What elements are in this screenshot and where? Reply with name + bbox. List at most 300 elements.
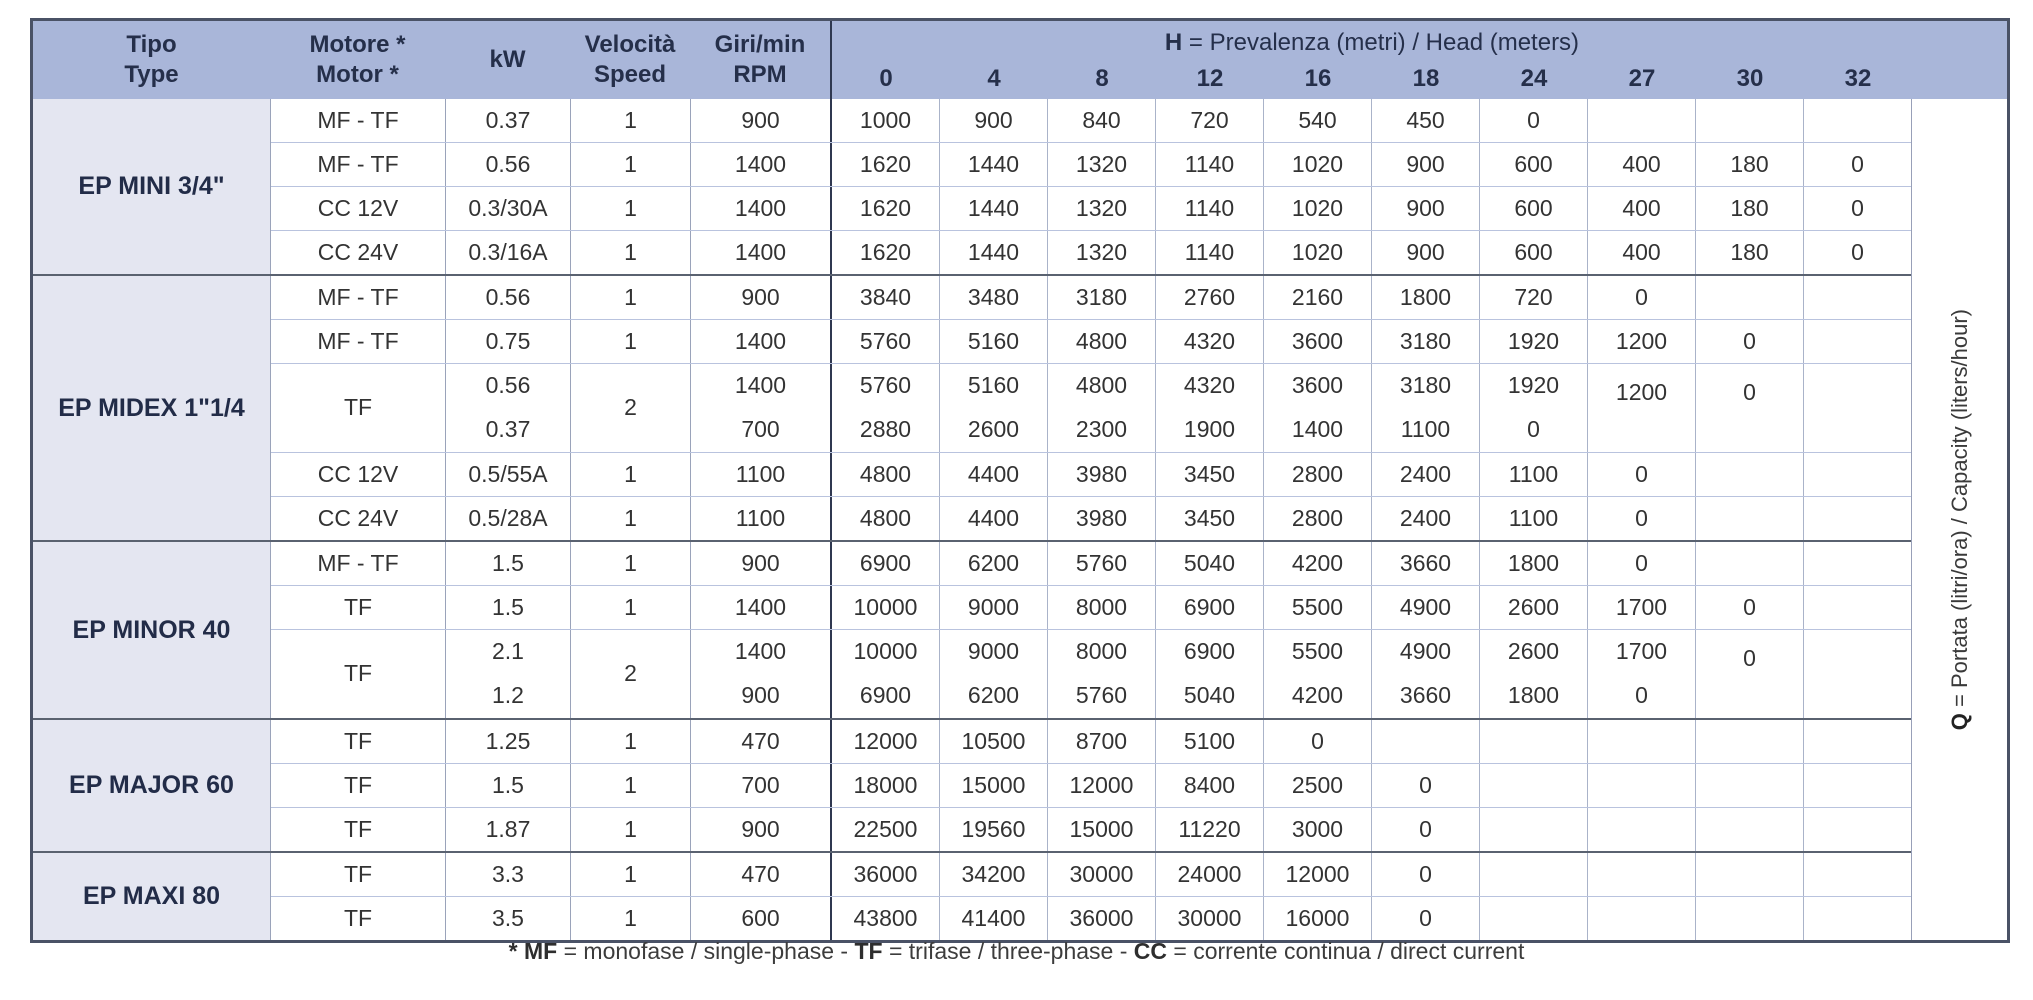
rpm-cell: 1400 — [691, 143, 832, 186]
capacity-cell — [1696, 897, 1804, 940]
capacity-cell: 3840 — [832, 276, 940, 319]
capacity-cell: 400 — [1588, 143, 1696, 186]
capacity-cell: 3600 — [1264, 320, 1372, 363]
h-subcolumns — [832, 65, 1912, 99]
table-row — [271, 542, 1911, 586]
capacity-cell — [1804, 453, 1911, 496]
footnote-segment: TF — [854, 938, 883, 964]
capacity-cell: 5500 4200 — [1264, 630, 1372, 718]
capacity-cell: 4800 2300 — [1048, 364, 1156, 452]
pump-group — [33, 99, 1911, 276]
speed-cell: 1 — [571, 497, 691, 540]
capacity-cell: 5760 — [1048, 542, 1156, 585]
capacity-cell: 4900 3660 — [1372, 630, 1480, 718]
kw-cell: 1.25 — [446, 720, 571, 763]
capacity-cell — [1696, 276, 1804, 319]
capacity-cell: 0 — [1696, 320, 1804, 363]
capacity-cell — [1480, 853, 1588, 896]
speed-cell: 1 — [571, 276, 691, 319]
pump-type-label: EP MIDEX 1"1/4 — [33, 276, 271, 540]
table-row — [271, 99, 1911, 143]
pump-type-label: EP MAXI 80 — [33, 853, 271, 940]
rpm-cell: 470 — [691, 720, 832, 763]
rpm-cell: 1400 900 — [691, 630, 832, 718]
kw-cell: 0.3/30A — [446, 187, 571, 230]
capacity-cell: 0 — [1588, 453, 1696, 496]
capacity-cell: 10000 — [832, 586, 940, 629]
capacity-cell — [1696, 497, 1804, 540]
capacity-cell: 1140 — [1156, 187, 1264, 230]
capacity-cell — [1804, 586, 1911, 629]
rpm-cell: 900 — [691, 276, 832, 319]
capacity-cell: 1000 — [832, 99, 940, 142]
capacity-cell: 1200 — [1588, 364, 1696, 452]
capacity-cell: 1620 — [832, 187, 940, 230]
pump-group-rows — [271, 720, 1911, 851]
kw-cell: 0.5/55A — [446, 453, 571, 496]
capacity-cell: 0 — [1588, 497, 1696, 540]
header-cell-motor — [270, 21, 445, 99]
speed-cell: 1 — [571, 720, 691, 763]
capacity-cell — [1804, 853, 1911, 896]
speed-cell: 1 — [571, 231, 691, 274]
capacity-cell — [1696, 720, 1804, 763]
capacity-cell: 0 — [1851, 194, 1864, 221]
motor-cell: TF — [271, 720, 446, 763]
head-title-text: = Prevalenza (metri) / Head (meters) — [1182, 29, 1580, 56]
h-column-header: 30 — [1736, 65, 1764, 92]
table-row — [271, 497, 1911, 540]
motor-cell: MF - TF — [271, 542, 446, 585]
capacity-cell: 5760 — [832, 320, 940, 363]
capacity-cell — [1696, 853, 1804, 896]
capacity-cell: 1620 — [832, 231, 940, 274]
capacity-cell: 12000 — [832, 720, 940, 763]
header-speed-en: Speed — [593, 61, 667, 88]
capacity-cell: 0 — [1372, 808, 1480, 851]
capacity-cell: 9000 — [940, 586, 1048, 629]
capacity-cell: 16000 — [1264, 897, 1372, 940]
capacity-cell: 0 — [1588, 276, 1696, 319]
capacity-cell — [1696, 542, 1804, 585]
capacity-cell: 1920 0 — [1480, 364, 1588, 452]
rpm-cell: 1400 — [691, 231, 832, 274]
kw-cell: 1.5 — [446, 586, 571, 629]
capacity-cell — [1804, 764, 1911, 807]
capacity-cell: 3180 1100 — [1372, 364, 1480, 452]
header-cell-speed — [570, 21, 690, 99]
capacity-cell: 0 — [1851, 238, 1864, 265]
rpm-cell: 700 — [691, 764, 832, 807]
table-header — [33, 21, 2007, 99]
motor-cell: TF — [271, 364, 446, 452]
capacity-cell — [1696, 453, 1804, 496]
capacity-cell: 4320 1900 — [1156, 364, 1264, 452]
capacity-cell: 5500 — [1264, 586, 1372, 629]
table-row — [271, 231, 1911, 274]
capacity-cell: 1100 — [1480, 453, 1588, 496]
capacity-cell — [1588, 808, 1696, 851]
header-motor-en: Motor * — [316, 61, 399, 88]
capacity-cell — [1588, 897, 1696, 940]
capacity-cell: 1440 — [940, 143, 1048, 186]
capacity-cell: 900 — [940, 99, 1048, 142]
h-column-header: 16 — [1304, 65, 1332, 92]
pump-group-rows — [271, 542, 1911, 718]
h-column-header: 18 — [1412, 65, 1440, 92]
motor-cell: TF — [271, 897, 446, 940]
capacity-cell: 0 — [1588, 542, 1696, 585]
capacity-cell: 600 — [1480, 231, 1588, 274]
capacity-cell — [1804, 364, 1911, 452]
capacity-cell: 34200 — [940, 853, 1048, 896]
pump-group — [33, 542, 1911, 720]
capacity-axis-label — [1947, 309, 1973, 730]
motor-cell: CC 24V — [271, 231, 446, 274]
kw-cell: 0.56 — [446, 276, 571, 319]
capacity-cell: 8700 — [1048, 720, 1156, 763]
capacity-cell: 4400 — [940, 453, 1048, 496]
capacity-cell: 11220 — [1156, 808, 1264, 851]
capacity-cell: 1200 — [1588, 320, 1696, 363]
capacity-cell: 6200 — [940, 542, 1048, 585]
kw-cell: 1.5 — [446, 542, 571, 585]
table-row — [271, 897, 1911, 940]
capacity-cell: 4800 — [832, 497, 940, 540]
rpm-cell: 1400 — [691, 320, 832, 363]
capacity-cell: 4800 — [832, 453, 940, 496]
capacity-cell — [1480, 720, 1588, 763]
capacity-cell: 0 — [1372, 764, 1480, 807]
capacity-cell: 600 — [1480, 187, 1588, 230]
capacity-cell: 5100 — [1156, 720, 1264, 763]
motor-cell: TF — [271, 630, 446, 718]
footnote-segment: = monofase / single-phase - — [557, 938, 855, 964]
capacity-cell: 5040 — [1156, 542, 1264, 585]
speed-cell: 1 — [571, 586, 691, 629]
speed-cell: 1 — [571, 853, 691, 896]
capacity-cell — [1588, 720, 1696, 763]
capacity-cell: 1700 0 — [1588, 630, 1696, 718]
footnote-segment: = trifase / three-phase - — [882, 938, 1134, 964]
capacity-cell: 3000 — [1264, 808, 1372, 851]
h-column-header: 12 — [1196, 65, 1224, 92]
speed-cell: 2 — [571, 364, 691, 452]
pump-group — [33, 853, 1911, 940]
capacity-side-column — [1911, 99, 2007, 940]
capacity-cell: 0 — [1696, 586, 1804, 629]
capacity-cell: 1100 — [1480, 497, 1588, 540]
kw-cell: 0.56 — [446, 143, 571, 186]
capacity-cell: 180 — [1696, 143, 1804, 186]
table-groups — [33, 99, 1911, 940]
speed-cell: 1 — [571, 187, 691, 230]
speed-cell: 2 — [571, 630, 691, 718]
capacity-cell: 6900 5040 — [1156, 630, 1264, 718]
motor-cell: MF - TF — [271, 320, 446, 363]
rpm-cell: 1400 — [691, 187, 832, 230]
capacity-cell: 10000 6900 — [832, 630, 940, 718]
capacity-cell: 1140 — [1156, 231, 1264, 274]
capacity-cell: 0 — [1696, 630, 1804, 718]
head-meters-title — [832, 21, 1912, 65]
capacity-cell: 450 — [1372, 99, 1480, 142]
kw-cell: 0.37 — [446, 99, 571, 142]
speed-cell: 1 — [571, 320, 691, 363]
capacity-cell: 9000 6200 — [940, 630, 1048, 718]
capacity-cell: 1440 — [940, 231, 1048, 274]
h-column-header: 0 — [879, 65, 893, 92]
capacity-cell: 720 — [1480, 276, 1588, 319]
rpm-cell: 600 — [691, 897, 832, 940]
capacity-cell — [1804, 630, 1911, 718]
capacity-cell: 4400 — [940, 497, 1048, 540]
capacity-cell: 6900 — [1156, 586, 1264, 629]
capacity-cell — [1696, 808, 1804, 851]
header-kw-label: kW — [489, 46, 526, 73]
pump-type-label: EP MAJOR 60 — [33, 720, 271, 851]
header-cell-type — [33, 21, 270, 99]
capacity-cell: 2400 — [1372, 497, 1480, 540]
pump-group-rows — [271, 853, 1911, 940]
capacity-cell: 4200 — [1264, 542, 1372, 585]
capacity-cell — [1588, 853, 1696, 896]
speed-cell: 1 — [571, 897, 691, 940]
rpm-cell: 470 — [691, 853, 832, 896]
capacity-cell: 1320 — [1048, 231, 1156, 274]
capacity-cell: 3180 — [1372, 320, 1480, 363]
capacity-cell: 0 — [1480, 99, 1588, 142]
h-column-header: 32 — [1844, 65, 1872, 92]
h-column-header: 24 — [1520, 65, 1548, 92]
table-row — [271, 764, 1911, 808]
footnote-segment: CC — [1133, 938, 1168, 964]
table-row — [271, 586, 1911, 630]
capacity-cell — [1804, 276, 1911, 319]
speed-cell: 1 — [571, 542, 691, 585]
pump-group-rows — [271, 99, 1911, 274]
capacity-cell: 2800 — [1264, 453, 1372, 496]
table-row — [271, 364, 1911, 453]
capacity-cell — [1480, 897, 1588, 940]
capacity-cell — [1588, 99, 1696, 142]
header-speed-it: Velocità — [584, 31, 676, 58]
speed-cell: 1 — [571, 99, 691, 142]
capacity-cell: 2600 1800 — [1480, 630, 1588, 718]
capacity-cell: 43800 — [832, 897, 940, 940]
capacity-cell: 8000 5760 — [1048, 630, 1156, 718]
capacity-cell: 12000 — [1048, 764, 1156, 807]
capacity-cell: 4800 — [1048, 320, 1156, 363]
capacity-cell: 5160 — [940, 320, 1048, 363]
kw-cell: 1.5 — [446, 764, 571, 807]
capacity-cell: 1020 — [1264, 231, 1372, 274]
kw-cell: 0.3/16A — [446, 231, 571, 274]
table-row — [271, 320, 1911, 364]
capacity-cell: 18000 — [832, 764, 940, 807]
capacity-cell: 0 — [1696, 364, 1804, 452]
table-body — [33, 99, 2007, 940]
header-motor-it: Motore * — [309, 31, 406, 58]
capacity-cell: 180 — [1696, 231, 1804, 274]
header-rpm-it: Giri/min — [714, 31, 806, 58]
table-row — [271, 630, 1911, 718]
capacity-cell: 3450 — [1156, 453, 1264, 496]
capacity-cell: 1440 — [940, 187, 1048, 230]
rpm-cell: 1400 — [691, 586, 832, 629]
capacity-cell: 4320 — [1156, 320, 1264, 363]
capacity-cell: 1920 — [1480, 320, 1588, 363]
capacity-cell: 900 — [1372, 187, 1480, 230]
capacity-cell: 10500 — [940, 720, 1048, 763]
table-row — [271, 187, 1911, 231]
motor-cell: CC 12V — [271, 187, 446, 230]
capacity-cell: 30000 — [1156, 897, 1264, 940]
capacity-cell: 2160 — [1264, 276, 1372, 319]
capacity-cell: 1140 — [1156, 143, 1264, 186]
capacity-cell: 900 — [1372, 231, 1480, 274]
capacity-cell: 3660 — [1372, 542, 1480, 585]
capacity-cell: 3600 1400 — [1264, 364, 1372, 452]
kw-cell: 2.1 1.2 — [446, 630, 571, 718]
capacity-cell: 600 — [1480, 143, 1588, 186]
h-column-header: 4 — [987, 65, 1001, 92]
capacity-cell: 3480 — [940, 276, 1048, 319]
header-cell-rpm — [690, 21, 830, 99]
kw-cell: 3.3 — [446, 853, 571, 896]
capacity-cell: 1620 — [832, 143, 940, 186]
footnote-segment: * MF — [508, 938, 558, 964]
motor-cell: CC 12V — [271, 453, 446, 496]
legend-footnote — [0, 938, 2033, 965]
header-type-it: Tipo — [126, 31, 177, 58]
speed-cell: 1 — [571, 808, 691, 851]
table-row — [271, 143, 1911, 187]
header-cell-kw — [445, 21, 570, 99]
capacity-cell: 15000 — [1048, 808, 1156, 851]
capacity-cell — [1804, 320, 1911, 363]
capacity-cell — [1480, 808, 1588, 851]
footnote-segment: = corrente continua / direct current — [1167, 938, 1525, 964]
capacity-cell: 4900 — [1372, 586, 1480, 629]
pump-group — [33, 276, 1911, 542]
capacity-cell: 0 — [1851, 150, 1864, 177]
rpm-cell: 1400 700 — [691, 364, 832, 452]
pump-type-label: EP MINI 3/4" — [33, 99, 271, 274]
capacity-cell — [1480, 764, 1588, 807]
capacity-label-symbol: Q — [1946, 712, 1972, 731]
rpm-cell: 900 — [691, 99, 832, 142]
capacity-cell: 840 — [1048, 99, 1156, 142]
table-row — [271, 276, 1911, 320]
capacity-cell — [1804, 99, 1911, 142]
h-column-header: 27 — [1628, 65, 1656, 92]
capacity-cell — [1804, 808, 1911, 851]
table-row — [271, 720, 1911, 764]
kw-cell: 0.75 — [446, 320, 571, 363]
capacity-label-text: = Portata (litri/ora) / Capacity (liters/hour) — [1946, 308, 1972, 713]
capacity-cell: 720 — [1156, 99, 1264, 142]
capacity-cell: 2600 — [1480, 586, 1588, 629]
head-title-symbol: H — [1164, 29, 1183, 56]
pump-group-rows — [271, 276, 1911, 540]
pump-spec-table — [30, 18, 2010, 943]
table-row — [271, 453, 1911, 497]
pump-group — [33, 720, 1911, 853]
capacity-cell: 24000 — [1156, 853, 1264, 896]
motor-cell: TF — [271, 853, 446, 896]
capacity-cell: 1800 — [1480, 542, 1588, 585]
capacity-cell: 3180 — [1048, 276, 1156, 319]
rpm-cell: 900 — [691, 542, 832, 585]
capacity-cell: 30000 — [1048, 853, 1156, 896]
header-type-en: Type — [124, 61, 179, 88]
header-rpm-en: RPM — [733, 61, 787, 88]
capacity-cell: 0 — [1372, 853, 1480, 896]
capacity-cell: 41400 — [940, 897, 1048, 940]
capacity-cell: 0 — [1264, 720, 1372, 763]
capacity-cell — [1696, 99, 1804, 142]
capacity-cell — [1588, 764, 1696, 807]
capacity-cell: 2800 — [1264, 497, 1372, 540]
kw-cell: 0.56 0.37 — [446, 364, 571, 452]
capacity-cell: 36000 — [1048, 897, 1156, 940]
capacity-cell: 5160 2600 — [940, 364, 1048, 452]
capacity-cell: 400 — [1588, 187, 1696, 230]
capacity-cell — [1372, 720, 1480, 763]
capacity-cell: 8000 — [1048, 586, 1156, 629]
pump-type-label: EP MINOR 40 — [33, 542, 271, 718]
table-row — [271, 808, 1911, 851]
capacity-cell: 2760 — [1156, 276, 1264, 319]
motor-cell: TF — [271, 808, 446, 851]
capacity-cell: 1020 — [1264, 143, 1372, 186]
capacity-cell: 8400 — [1156, 764, 1264, 807]
motor-cell: MF - TF — [271, 143, 446, 186]
capacity-cell: 15000 — [940, 764, 1048, 807]
capacity-cell: 1320 — [1048, 187, 1156, 230]
capacity-cell: 900 — [1372, 143, 1480, 186]
capacity-cell — [1804, 720, 1911, 763]
capacity-cell — [1696, 764, 1804, 807]
capacity-cell — [1804, 897, 1911, 940]
capacity-cell: 3450 — [1156, 497, 1264, 540]
rpm-cell: 1100 — [691, 453, 832, 496]
capacity-cell: 0 — [1372, 897, 1480, 940]
kw-cell: 3.5 — [446, 897, 571, 940]
capacity-cell: 2400 — [1372, 453, 1480, 496]
header-q-spacer — [1912, 21, 2007, 99]
motor-cell: TF — [271, 586, 446, 629]
capacity-cell: 6900 — [832, 542, 940, 585]
capacity-cell: 400 — [1588, 231, 1696, 274]
capacity-cell: 22500 — [832, 808, 940, 851]
table-row — [271, 853, 1911, 897]
capacity-cell: 540 — [1264, 99, 1372, 142]
capacity-cell: 2500 — [1264, 764, 1372, 807]
header-head-group — [830, 21, 1912, 99]
capacity-cell: 3980 — [1048, 497, 1156, 540]
h-column-header: 8 — [1095, 65, 1109, 92]
motor-cell: TF — [271, 764, 446, 807]
capacity-cell: 1700 — [1588, 586, 1696, 629]
speed-cell: 1 — [571, 143, 691, 186]
capacity-cell: 1320 — [1048, 143, 1156, 186]
motor-cell: CC 24V — [271, 497, 446, 540]
kw-cell: 0.5/28A — [446, 497, 571, 540]
motor-cell: MF - TF — [271, 276, 446, 319]
capacity-cell: 1800 — [1372, 276, 1480, 319]
